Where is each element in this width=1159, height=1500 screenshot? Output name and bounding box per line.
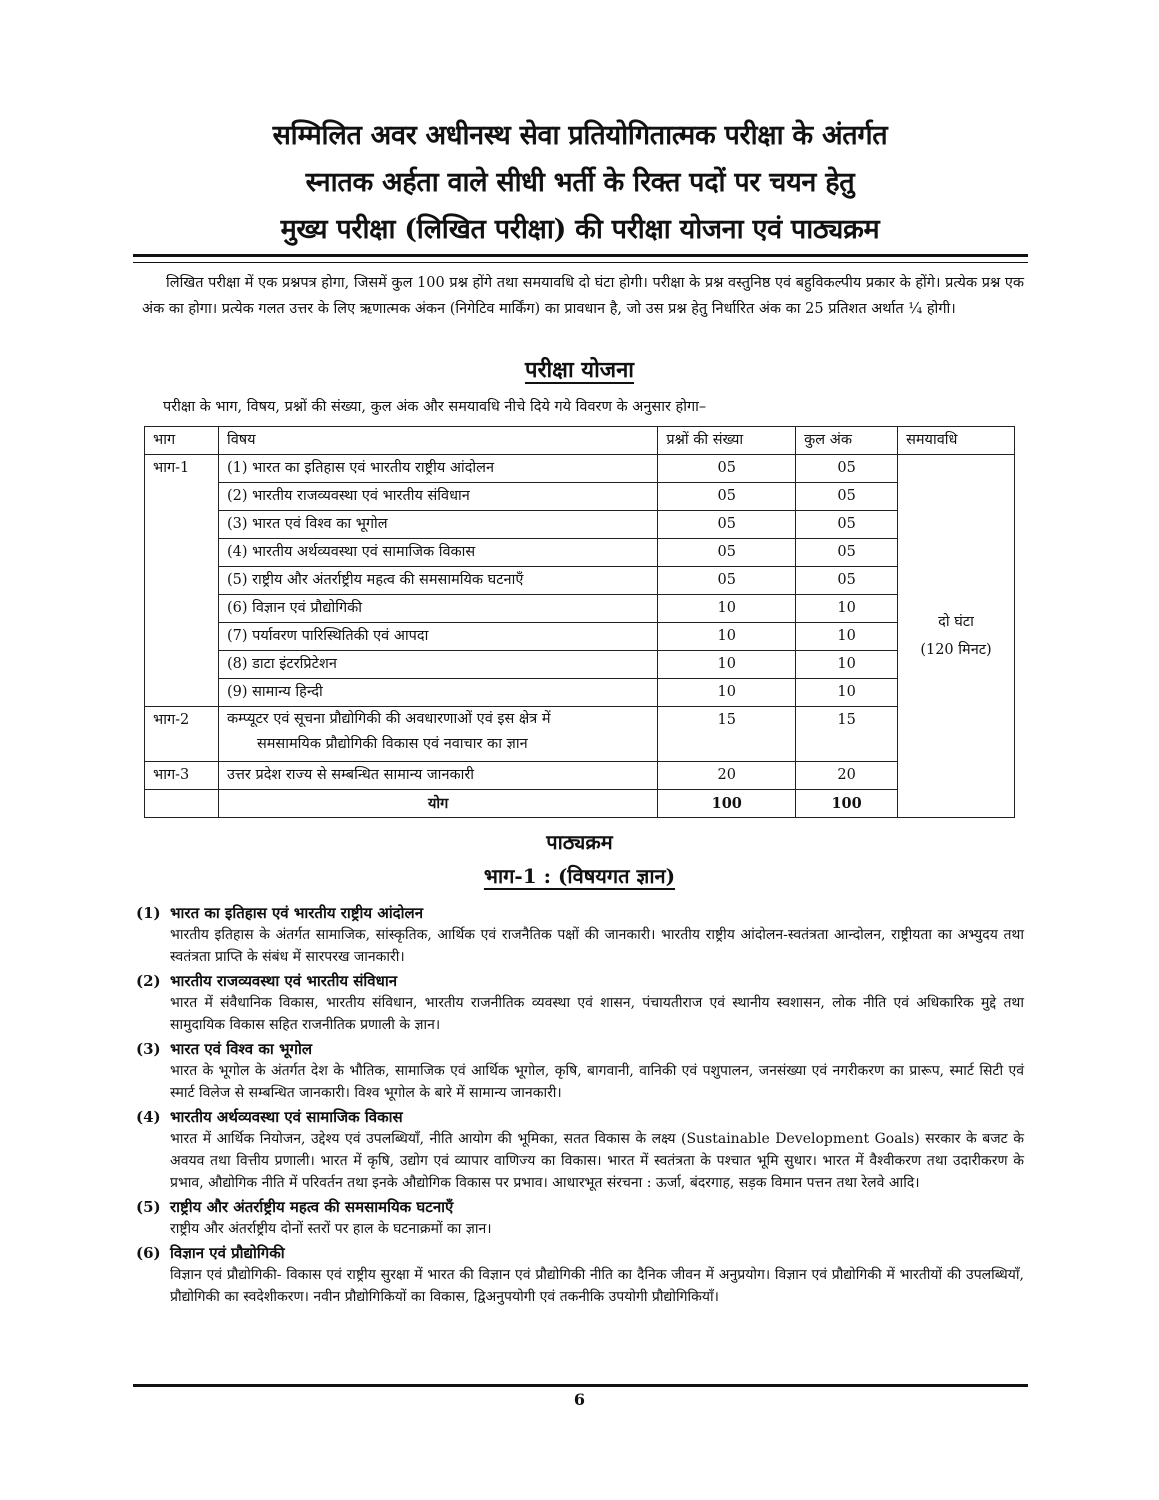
marks-cell: 05 [796, 455, 898, 483]
questions-cell: 10 [658, 623, 796, 651]
subject-cell: (2) भारतीय राजव्यवस्था एवं भारतीय संविधान [218, 483, 657, 511]
syllabus-section [136, 1106, 1024, 1194]
marks-cell: 05 [796, 567, 898, 595]
subject-cell: (4) भारतीय अर्थव्यवस्था एवं सामाजिक विकास [218, 539, 657, 567]
table-row [145, 762, 1015, 790]
subject-cell [218, 707, 657, 762]
subject-cell: (3) भारत एवं विश्व का भूगोल [218, 511, 657, 539]
header-subject: विषय [218, 427, 657, 455]
subject-cell: (5) राष्ट्रीय और अंतर्राष्ट्रीय महत्व की समसामयिक घटनाएँ [218, 567, 657, 595]
section-number: (3) [136, 1040, 161, 1058]
scheme-heading: परीक्षा योजना [524, 357, 634, 383]
total-marks: 100 [796, 790, 898, 818]
duration-cell [898, 455, 1015, 818]
page-title [135, 112, 1025, 253]
section-body: विज्ञान एवं प्रौद्योगिकी- विकास एवं राष्ट्रीय सुरक्षा में भारत की विज्ञान एवं प्रौद्योगिकी नीति का दैनिक जीवन में अनुप्रयोग। विज्ञान एवं प्रौद्योगिकी में भारतीयों की उपलब्धियाँ, प्रौद्योगिकी का स्वदेशीकरण। नवीन प्रौद्योगिकियों का विकास, द्विअनुपयोगी एवं तकनीकि उपयोगी प्रौद्योगिकियाँ। [170, 1267, 1024, 1305]
header-part: भाग [145, 427, 219, 455]
marks-cell: 10 [796, 623, 898, 651]
section-body: भारतीय इतिहास के अंतर्गत सामाजिक, सांस्कृतिक, आर्थिक एवं राजनैतिक पक्षों की जानकारी। भारतीय राष्ट्रीय आंदोलन-स्वतंत्रता आन्दोलन, राष्ट्रीयता का अभ्युदय तथा स्वतंत्रता प्राप्ति के संबंध में सारपरख जानकारी। [170, 927, 1024, 965]
section-body: भारत में आर्थिक नियोजन, उद्देश्य एवं उपलब्धियाँ, नीति आयोग की भूमिका, सतत विकास के लक्ष्य (Sustainable Development Goals) सरकार के बजट के अवयव तथा वित्तीय प्रणाली। भारत में कृषि, उद्योग एवं व्यापार वाणिज्य का विकास। भारत में स्वतंत्रता के पश्चात भूमि सुधार। भारत में वैश्वीकरण तथा उदारीकरण के प्रभाव, औद्योगिक नीति में परिवर्तन तथा इनके औद्योगिक विकास पर प्रभाव। आधारभूत संरचना : ऊर्जा, बंदरगाह, सड़क विमान पत्तन तथा रेलवे आदि। [170, 1131, 1024, 1191]
table-row [145, 567, 1015, 595]
syllabus-subheading: भाग-1 : (विषयगत ज्ञान) [483, 864, 676, 888]
syllabus-section [136, 1038, 1024, 1104]
questions-cell: 15 [658, 707, 796, 762]
table-row [145, 595, 1015, 623]
part-2-cell: भाग-2 [145, 707, 219, 762]
total-questions: 100 [658, 790, 796, 818]
section-title: भारतीय राजव्यवस्था एवं भारतीय संविधान [170, 972, 398, 990]
questions-cell: 05 [658, 511, 796, 539]
questions-cell: 05 [658, 483, 796, 511]
subject-cell: (8) डाटा इंटरप्रिटेशन [218, 651, 657, 679]
section-number: (4) [136, 1108, 161, 1126]
subject-line-1: कम्प्यूटर एवं सूचना प्रौद्योगिकी की अवधारणाओं एवं इस क्षेत्र में [226, 711, 551, 727]
table-row [145, 539, 1015, 567]
duration-line-2: (120 मिनट) [920, 642, 992, 658]
syllabus-section [136, 1242, 1024, 1308]
section-body: भारत के भूगोल के अंतर्गत देश के भौतिक, सामाजिक एवं आर्थिक भूगोल, कृषि, बागवानी, वानिकी एवं पशुपालन, जनसंख्या एवं नगरीकरण का प्रारूप, स्मार्ट सिटी एवं स्मार्ट विलेज से सम्बन्धित जानकारी। विश्व भूगोल के बारे में सामान्य जानकारी। [170, 1063, 1024, 1101]
exam-scheme-table [144, 426, 1015, 818]
marks-cell: 05 [796, 539, 898, 567]
marks-cell: 20 [796, 762, 898, 790]
questions-cell: 10 [658, 651, 796, 679]
section-title: भारत का इतिहास एवं भारतीय राष्ट्रीय आंदोलन [170, 904, 424, 922]
questions-cell: 05 [658, 455, 796, 483]
syllabus-section [136, 970, 1024, 1036]
marks-cell: 15 [796, 707, 898, 762]
table-row [145, 679, 1015, 707]
title-divider [133, 254, 1028, 263]
duration-line-1: दो घंटा [938, 614, 974, 630]
section-number: (1) [136, 904, 161, 922]
section-title: विज्ञान एवं प्रौद्योगिकी [170, 1244, 285, 1262]
section-title: भारत एवं विश्व का भूगोल [170, 1040, 313, 1058]
subject-cell: (6) विज्ञान एवं प्रौद्योगिकी [218, 595, 657, 623]
total-label: योग [218, 790, 657, 818]
header-questions: प्रश्नों की संख्या [658, 427, 796, 455]
table-row [145, 623, 1015, 651]
table-row [145, 511, 1015, 539]
empty-cell [145, 790, 219, 818]
questions-cell: 10 [658, 679, 796, 707]
section-body: राष्ट्रीय और अंतर्राष्ट्रीय दोनों स्तरों पर हाल के घटनाक्रमों का ज्ञान। [170, 1221, 492, 1237]
intro-paragraph: लिखित परीक्षा में एक प्रश्नपत्र होगा, जिसमें कुल 100 प्रश्न होंगे तथा समयावधि दो घंटा होगी। परीक्षा के प्रश्न वस्तुनिष्ठ एवं बहुविकल्पीय प्रकार के होंगे। प्रत्येक प्रश्न एक अंक का होगा। प्रत्येक गलत उत्तर के लिए ऋणात्मक अंकन (निगेटिव मार्किंग) का प्रावधान है, जो उस प्रश्न हेतु निर्धारित अंक का 25 प्रतिशत अर्थात ¼ होगी। [142, 275, 1024, 317]
section-number: (5) [136, 1198, 161, 1216]
subject-cell: उत्तर प्रदेश राज्य से सम्बन्धित सामान्य जानकारी [218, 762, 657, 790]
title-line-1: सम्मिलित अवर अधीनस्थ सेवा प्रतियोगितात्मक परीक्षा के अंतर्गत [272, 120, 888, 151]
table-row [145, 651, 1015, 679]
section-number: (6) [136, 1244, 161, 1262]
table-row [145, 707, 1015, 762]
header-duration: समयावधि [898, 427, 1015, 455]
marks-cell: 10 [796, 651, 898, 679]
footer-divider [133, 1384, 1028, 1387]
total-row [145, 790, 1015, 818]
syllabus-section [136, 902, 1024, 968]
subject-cell: (1) भारत का इतिहास एवं भारतीय राष्ट्रीय आंदोलन [218, 455, 657, 483]
syllabus-heading: पाठ्यक्रम [546, 830, 613, 854]
subject-line-2: समसामयिक प्रौद्योगिकी विकास एवं नवाचार का ज्ञान [256, 736, 528, 752]
syllabus-section [136, 1196, 1024, 1240]
scheme-intro: परीक्षा के भाग, विषय, प्रश्नों की संख्या, कुल अंक और समयावधि नीचे दिये गये विवरण के अनुसार होगा– [163, 399, 707, 415]
marks-cell: 05 [796, 483, 898, 511]
title-line-2: स्नातक अर्हता वाले सीधी भर्ती के रिक्त पदों पर चयन हेतु [305, 167, 855, 198]
page-number: 6 [573, 1390, 586, 1409]
part-3-cell: भाग-3 [145, 762, 219, 790]
questions-cell: 05 [658, 539, 796, 567]
section-title: भारतीय अर्थव्यवस्था एवं सामाजिक विकास [170, 1108, 403, 1126]
questions-cell: 05 [658, 567, 796, 595]
table-row [145, 483, 1015, 511]
questions-cell: 10 [658, 595, 796, 623]
section-title: राष्ट्रीय और अंतर्राष्ट्रीय महत्व की समसामयिक घटनाएँ [170, 1198, 454, 1216]
subject-cell: (7) पर्यावरण पारिस्थितिकी एवं आपदा [218, 623, 657, 651]
table-header-row [145, 427, 1015, 455]
header-marks: कुल अंक [796, 427, 898, 455]
marks-cell: 05 [796, 511, 898, 539]
syllabus-sections [136, 900, 1024, 1310]
title-line-3: मुख्य परीक्षा (लिखित परीक्षा) की परीक्षा योजना एवं पाठ्यक्रम [280, 214, 880, 245]
table-row [145, 455, 1015, 483]
marks-cell: 10 [796, 595, 898, 623]
questions-cell: 20 [658, 762, 796, 790]
section-body: भारत में संवैधानिक विकास, भारतीय संविधान, भारतीय राजनीतिक व्यवस्था एवं शासन, पंचायतीराज एवं स्थानीय स्वशासन, लोक नीति एवं अधिकारिक मुद्दे तथा सामुदायिक विकास सहित राजनीतिक प्रणाली के ज्ञान। [170, 995, 1024, 1033]
subject-cell: (9) सामान्य हिन्दी [218, 679, 657, 707]
section-number: (2) [136, 972, 161, 990]
marks-cell: 10 [796, 679, 898, 707]
part-1-cell: भाग-1 [145, 455, 219, 707]
